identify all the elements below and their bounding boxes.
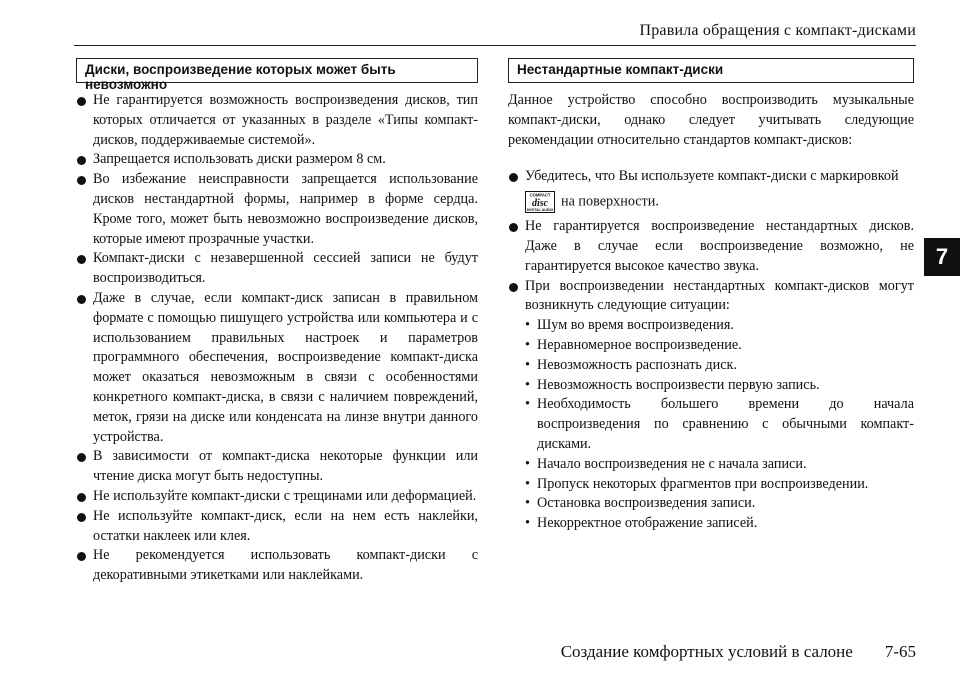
header-rule	[74, 45, 916, 46]
bullet-icon	[77, 493, 86, 502]
situation-item: • Невозможность распознать диск.	[525, 356, 737, 373]
situation-item: • Необходимость большего времени до начала воспроизведения по сравнению с обычными компакт-дисками.	[525, 396, 914, 452]
bullet-icon	[509, 223, 518, 232]
left-section-title: Диски, воспроизведение которых может быть невозможно	[76, 58, 478, 83]
list-item: Не рекомендуется использовать компакт-диски с декоративными этикетками или наклейками.	[76, 546, 478, 586]
svg-text:disc: disc	[531, 198, 549, 210]
list-item: Компакт-диски с незавершенной сессией записи не будут воспроизводиться.	[76, 249, 478, 289]
bullet-icon	[77, 156, 86, 165]
list-item: Запрещается использовать диски размером 8 см.	[76, 150, 478, 170]
page-footer	[561, 642, 916, 662]
right-section-title: Нестандартные компакт-диски	[508, 58, 914, 83]
bullet-icon	[77, 295, 86, 304]
list-item: При воспроизведении нестандартных компакт-дисков могут возникнуть следующие ситуации:	[508, 277, 914, 317]
bullet-icon	[77, 453, 86, 462]
list-item: Не используйте компакт-диск, если на нем есть наклейки, остатки наклеек или клея.	[76, 507, 478, 547]
list-item: В зависимости от компакт-диска некоторые функции или чтение диска могут быть недоступны.	[76, 447, 478, 487]
list-item: Убедитесь, что Вы используете компакт-диски с маркировкой COMPACT disc DIGITAL AUDIO на поверхности.	[508, 167, 914, 217]
bullet-icon	[77, 513, 86, 522]
situation-item: • Шум во время воспроизведения.	[525, 317, 734, 334]
situation-item: • Неравномерное воспроизведение.	[525, 336, 742, 353]
bullet-icon	[509, 283, 518, 292]
chapter-tab: 7	[924, 238, 960, 276]
situation-item: • Начало воспроизведения не с начала записи.	[525, 455, 807, 472]
list-item: Не используйте компакт-диски с трещинами или деформацией.	[76, 487, 478, 507]
right-column	[508, 91, 914, 534]
page-number: 7-65	[884, 642, 916, 661]
intro-paragraph: Данное устройство способно воспроизводить музыкальные компакт-диски, однако следует учитывать следующие рекомендации относительно стандартов компакт-дисков:	[508, 92, 914, 148]
left-column	[76, 91, 478, 586]
situation-item: • Некорректное отображение записей.	[525, 515, 758, 532]
list-item: Даже в случае, если компакт-диск записан в правильном формате с помощью пишущего устройства или компьютера и с использованием правильных настроек и параметров программного обеспечения, воспроизведение компакт-диска может оказаться невозможным в связи с особенностями конкретного компакт-диска, в связи с наличием повреждений, меток, грязи на диске или конденсата на линзе внутри данного устройства.	[76, 289, 478, 447]
bullet-icon	[77, 97, 86, 106]
list-item: Не гарантируется возможность воспроизведения дисков, тип которых отличается от указанных в разделе «Типы компакт-дисков, поддерживаемые системой».	[76, 91, 478, 150]
footer-section-title: Создание комфортных условий в салоне	[560, 642, 853, 661]
svg-text:COMPACT: COMPACT	[529, 192, 551, 198]
situation-item: • Невозможность воспроизвести первую запись.	[525, 376, 820, 393]
bullet-icon	[77, 552, 86, 561]
list-item: Не гарантируется воспроизведение нестандартных дисков. Даже в случае если воспроизведение возможно, не гарантируется высокое качество звука.	[508, 217, 914, 276]
bullet-icon	[509, 173, 518, 182]
list-item: Во избежание неисправности запрещается использование дисков нестандартной формы, например в форме сердца. Кроме того, может быть невозможно воспроизведение дисков, которые имеют прозрачные участки.	[76, 170, 478, 249]
bullet-icon	[77, 176, 86, 185]
page-header-title: Правила обращения с компакт-дисками	[639, 22, 916, 39]
compact-disc-logo-icon	[525, 191, 555, 213]
situation-item: • Пропуск некоторых фрагментов при воспроизведении.	[525, 475, 869, 492]
situation-item: • Остановка воспроизведения записи.	[525, 495, 756, 512]
svg-text:DIGITAL AUDIO: DIGITAL AUDIO	[526, 208, 554, 213]
bullet-icon	[77, 255, 86, 264]
